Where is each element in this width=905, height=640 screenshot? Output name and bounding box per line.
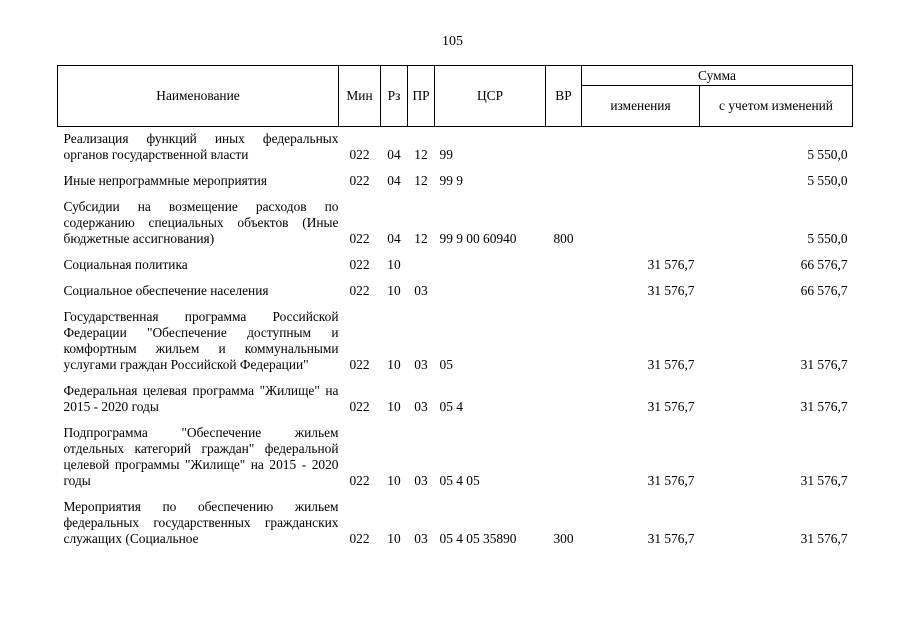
table-row [58,131,853,163]
row-csr-cell: 05 4 05 [439,473,480,488]
row-rz-cell: 10 [387,283,401,298]
row-min-cell: 022 [349,283,370,298]
row-csr-cell: 99 9 00 60940 [439,231,517,246]
row-pr-cell: 12 [414,147,428,162]
table-row [58,425,853,489]
row-izmeneniya-cell [582,173,700,189]
row-total-cell: 5 550,0 [807,231,848,246]
row-vr-cell [546,383,582,415]
row-name-cell: Федеральная целевая программа "Жилище" на 2015 - 2020 годы [63,383,339,414]
row-csr-cell [435,283,546,299]
row-pr-cell: 03 [414,473,428,488]
header-summa: Сумма [582,66,853,86]
row-rz-cell: 04 [387,147,401,162]
header-izmeneniya: изменения [582,86,700,127]
header-vr: ВР [546,66,582,127]
row-csr-cell: 05 [439,357,453,372]
row-izmeneniya-cell: 31 576,7 [647,399,695,414]
row-pr-cell: 03 [414,357,428,372]
budget-table-container [57,65,852,547]
row-min-cell: 022 [349,147,370,162]
row-vr-cell [546,173,582,189]
header-csr: ЦСР [435,66,546,127]
row-total-cell: 66 576,7 [800,257,848,272]
header-rz: Рз [381,66,408,127]
row-min-cell: 022 [349,531,370,546]
row-pr-cell: 12 [414,173,428,188]
table-row [58,383,853,415]
row-name-cell: Государственная программа Российской Федерации "Обеспечение доступным и комфортным жильем и коммунальными услугами граждан Российской Федерации" [63,309,339,372]
row-csr-cell: 99 9 [439,173,463,188]
row-name-cell: Социальное обеспечение населения [63,283,269,298]
row-rz-cell: 10 [387,357,401,372]
row-vr-cell [546,425,582,489]
row-total-cell: 31 576,7 [800,473,848,488]
row-vr-cell [546,257,582,273]
row-csr-cell: 05 4 05 35890 [439,531,517,546]
row-rz-cell: 10 [387,531,401,546]
header-min: Мин [339,66,381,127]
header-s-uchetom: с учетом изменений [700,86,853,127]
table-header [58,66,853,127]
budget-table [57,65,853,547]
row-izmeneniya-cell [582,131,700,163]
row-pr-cell: 03 [414,399,428,414]
row-izmeneniya-cell: 31 576,7 [647,257,695,272]
row-name-cell: Реализация функций иных федеральных органов государственной власти [63,131,339,162]
row-rz-cell: 10 [387,399,401,414]
row-min-cell: 022 [349,473,370,488]
row-pr-cell: 03 [414,531,428,546]
row-name-cell: Социальная политика [63,257,188,272]
row-rz-cell: 10 [387,257,401,272]
header-name: Наименование [58,66,339,127]
row-vr-cell: 300 [553,531,574,546]
row-pr-cell [408,257,435,273]
row-name-cell: Иные непрограммные мероприятия [63,173,267,188]
row-rz-cell: 10 [387,473,401,488]
row-total-cell: 31 576,7 [800,531,848,546]
row-total-cell: 31 576,7 [800,399,848,414]
row-pr-cell: 12 [414,231,428,246]
row-total-cell: 5 550,0 [807,173,848,188]
table-row [58,499,853,547]
header-pr: ПР [408,66,435,127]
table-row [58,173,853,189]
table-row [58,309,853,373]
row-csr-cell [435,257,546,273]
row-name-cell: Мероприятия по обеспечению жильем федеральных государственных гражданских служащих (Социальное [63,499,339,546]
row-izmeneniya-cell [582,199,700,247]
page-number: 105 [442,34,463,49]
row-min-cell: 022 [349,231,370,246]
row-min-cell: 022 [349,173,370,188]
row-min-cell: 022 [349,257,370,272]
row-izmeneniya-cell: 31 576,7 [647,357,695,372]
row-rz-cell: 04 [387,231,401,246]
row-min-cell: 022 [349,357,370,372]
table-row [58,199,853,247]
row-vr-cell [546,309,582,373]
row-vr-cell: 800 [553,231,574,246]
row-name-cell: Подпрограмма "Обеспечение жильем отдельных категорий граждан" федеральной целевой программы "Жилище" на 2015 - 2020 годы [63,425,339,488]
row-csr-cell: 99 [439,147,453,162]
row-izmeneniya-cell: 31 576,7 [647,473,695,488]
row-total-cell: 31 576,7 [800,357,848,372]
row-min-cell: 022 [349,399,370,414]
row-pr-cell: 03 [414,283,428,298]
table-body [58,127,853,548]
table-row [58,283,853,299]
row-rz-cell: 04 [387,173,401,188]
row-total-cell: 5 550,0 [807,147,848,162]
row-vr-cell [546,131,582,163]
row-vr-cell [546,283,582,299]
row-csr-cell: 05 4 [439,399,463,414]
row-izmeneniya-cell: 31 576,7 [647,283,695,298]
row-name-cell: Субсидии на возмещение расходов по содержанию специальных объектов (Иные бюджетные ассигнования) [63,199,339,246]
row-izmeneniya-cell: 31 576,7 [647,531,695,546]
table-row [58,257,853,273]
row-total-cell: 66 576,7 [800,283,848,298]
